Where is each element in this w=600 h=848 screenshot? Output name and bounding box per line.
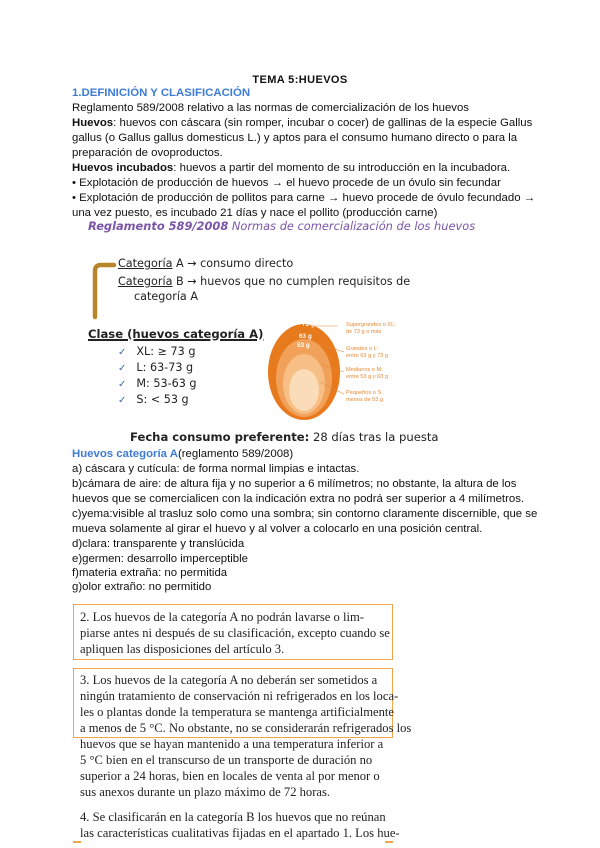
legend-m-name: Medianos o M:	[346, 367, 383, 373]
article-2-line3: apliquen las disposiciones del artículo 3.	[80, 642, 285, 656]
legend-l-range: entre 63 g y 73 g	[346, 352, 388, 359]
clase-item-l	[118, 361, 193, 374]
egg-label-53: 53 g	[297, 342, 310, 349]
article-3-line6: 5 °C bien en el transcurso de un transporte de duración no	[80, 753, 373, 767]
article-4-box-corner-left	[73, 841, 81, 843]
def-incubados-text: : huevos a partir del momento de su introducción en la incubadora.	[173, 162, 511, 174]
clase-item-label: L: 63-73 g	[136, 361, 194, 374]
article-2-line1: 2. Los huevos de la categoría A no podrán lavarse o lim-	[80, 610, 364, 624]
legend-s	[346, 390, 383, 403]
req-b-line2: huevos que se comercialicen con la indicación extra no podrá ser superior a 4 milímetros.	[72, 493, 525, 505]
legend-xl	[346, 322, 396, 335]
egg-label-73: 73 g	[302, 321, 315, 328]
article-4-line1: 4. Se clasificarán en la categoría B los huevos que no reúnan	[80, 810, 386, 824]
article-2-line2: piarse antes ni después de su clasificación, excepto cuando se	[80, 626, 390, 640]
article-3-line4: a menos de 5 °C. No obstante, no se considerarán refrigerados los	[80, 721, 412, 735]
check-icon: ✓	[118, 363, 127, 374]
category-a-label: Categoría	[118, 257, 173, 270]
clase-item-label: XL: ≥ 73 g	[136, 345, 196, 358]
category-a-text: A → consumo directo	[172, 257, 294, 270]
req-e: e)germen: desarrollo imperceptible	[72, 553, 249, 565]
def-huevos-line1	[72, 116, 532, 131]
def-huevos-term: Huevos	[72, 117, 114, 129]
article-4-box-corner-right	[385, 841, 393, 843]
req-f: f)materia extraña: no permitida	[72, 567, 228, 579]
def-huevos-text: : huevos con cáscara (sin romper, incubar o cocer) de gallinas de la especie Gallus	[113, 117, 533, 129]
legend-l-name: Grandes o L:	[346, 346, 379, 352]
req-d: d)clara: transparente y translúcida	[72, 538, 245, 550]
intro-line: Reglamento 589/2008 relativo a las normas de comercialización de los huevos	[72, 102, 469, 114]
req-a: a) cáscara y cutícula: de forma normal limpias e intactas.	[72, 463, 360, 475]
legend-m-range: entre 53 g y 63 g	[346, 373, 388, 380]
clase-item-label: M: 53-63 g	[136, 377, 197, 390]
req-g: g)olor extraño: no permitido	[72, 581, 212, 593]
check-icon: ✓	[118, 395, 127, 406]
categoria-a-heading-rest: (reglamento 589/2008)	[177, 448, 294, 460]
clase-item-m	[118, 377, 197, 390]
clase-item-s	[118, 393, 189, 406]
category-b-line	[118, 275, 410, 288]
req-c-line2: mueva solamente al girar el huevo y al volver a colocarlo en una posición central.	[72, 523, 483, 535]
def-incubados-term: Huevos incubados	[72, 162, 174, 174]
clase-title-text: Clase (huevos categoría A)	[88, 327, 264, 341]
clase-item-label: S: < 53 g	[136, 393, 189, 406]
fecha-consumo-label: Fecha consumo preferente:	[130, 430, 310, 444]
category-a-line	[118, 257, 293, 270]
clase-title	[88, 327, 263, 341]
reglamento-title-bold: Reglamento 589/2008	[88, 219, 229, 233]
def-incubados-line	[72, 161, 510, 176]
bullet-2-line2: una vez puesto, es incubado 21 días y nace el pollito (producción carne)	[72, 207, 438, 219]
req-c-line1: c)yema:visible al trasluz solo como una sombra; sin contorno claramente discernible, que se	[72, 508, 538, 520]
legend-s-range: menos de 53 g	[346, 396, 384, 403]
bullet-2-line1: • Explotación de producción de pollitos para carne → huevo procede de óvulo fecundado →	[72, 192, 536, 204]
req-b-line1: b)cámara de aire: de altura fija y no superior a 6 milímetros; no obstante, la altura de los	[72, 478, 517, 490]
legend-xl-name: Supergrandes o XL:	[346, 322, 396, 328]
category-b-label: Categoría	[118, 275, 173, 288]
reglamento-title	[88, 219, 475, 233]
category-b-text: B → huevos que no cumplen requisitos de	[172, 275, 411, 288]
article-3-line3: les o plantas donde la temperatura se mantenga artificialmente	[80, 705, 395, 719]
bullet-1: • Explotación de producción de huevos → el huevo procede de un óvulo sin fecundar	[72, 177, 501, 189]
category-b-line2: categoría A	[134, 290, 198, 303]
legend-xl-range: de 73 g o más	[346, 328, 382, 335]
check-icon: ✓	[118, 347, 127, 358]
def-huevos-line2: gallus (o Gallus gallus domesticus L.) y aptos para el consumo humano directo o para la	[72, 132, 518, 144]
article-3-line2: ningún tratamiento de conservación ni refrigerados en los loca-	[80, 689, 399, 703]
egg-label-63: 63 g	[299, 333, 312, 340]
article-3-line7: superior a 24 horas, bien en locales de venta al por menor o	[80, 769, 380, 783]
legend-l	[346, 346, 388, 359]
category-bracket	[92, 262, 118, 320]
fecha-consumo-value: 28 días tras la puesta	[309, 430, 439, 444]
categoria-a-heading-blue: Huevos categoría A	[72, 448, 178, 460]
article-4-line2: las características cualitativas fijadas en el apartado 1. Los hue-	[80, 826, 400, 840]
check-icon: ✓	[118, 379, 127, 390]
categoria-a-heading	[72, 447, 293, 462]
legend-m	[346, 367, 388, 380]
section-heading: 1.DEFINICIÓN Y CLASIFICACIÓN	[72, 87, 251, 99]
def-huevos-line3: preparación de ovoproductos.	[72, 147, 223, 159]
clase-item-xl	[118, 345, 195, 358]
legend-s-name: Pequeños o S:	[346, 390, 383, 396]
reglamento-title-rest: Normas de comercialización de los huevos	[228, 219, 476, 233]
fecha-consumo	[130, 430, 439, 444]
article-3-line1: 3. Los huevos de la categoría A no deberán ser sometidos a	[80, 673, 378, 687]
page-title: TEMA 5:HUEVOS	[252, 74, 348, 86]
article-3-line8: sus anexos durante un plazo máximo de 72 horas.	[80, 785, 331, 799]
article-3-line5: huevos que se hayan mantenido a una temperatura inferior a	[80, 737, 384, 751]
